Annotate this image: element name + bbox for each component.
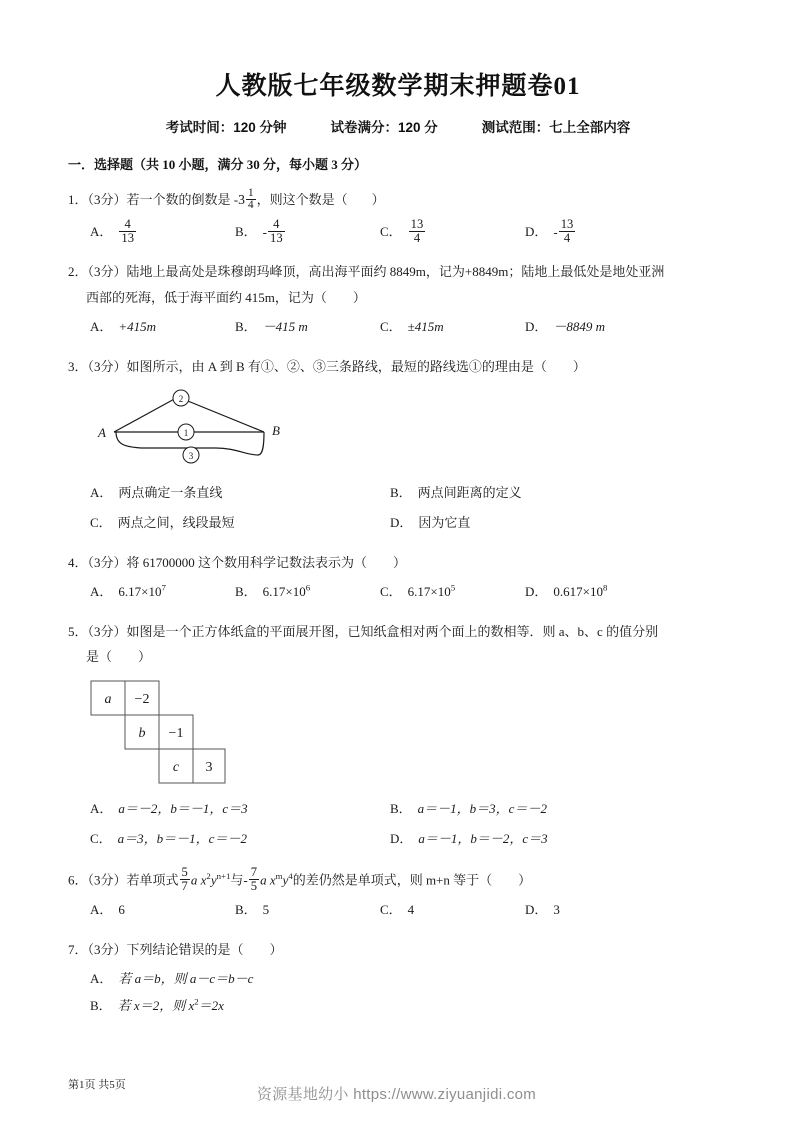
question-6-term1-exp1: 2 [206, 871, 211, 882]
option-label: C． [90, 514, 112, 530]
question-4-number: 4． [68, 554, 88, 570]
cube-label-minus2: −2 [134, 691, 150, 707]
option-text: a＝－1，b＝3，c＝－2 [417, 800, 547, 816]
question-6-options [90, 897, 728, 923]
question-3-options-row1 [90, 480, 728, 506]
option-denominator: 13 [121, 230, 134, 245]
question-6 [68, 866, 728, 923]
question-3-number: 3． [68, 358, 88, 374]
exam-meta-row [68, 116, 728, 136]
question-2-option-d[interactable] [525, 314, 670, 340]
question-6-option-c[interactable] [380, 897, 525, 923]
svg-text:1: 1 [183, 428, 189, 439]
question-3-option-a[interactable] [90, 480, 390, 506]
option-label: B． [235, 902, 257, 918]
question-7 [68, 937, 728, 1019]
option-label: B． [90, 998, 112, 1014]
option-denominator: 4 [409, 231, 426, 245]
question-5-text-line2: 是（ ） [86, 649, 152, 665]
option-sign: - [553, 224, 558, 240]
mixed-sign: - [233, 192, 239, 207]
svg-text:2: 2 [178, 394, 184, 405]
question-5-option-d[interactable] [390, 826, 690, 852]
option-label: A． [90, 224, 113, 240]
option-text: 两点确定一条直线 [118, 484, 223, 500]
option-label: B． [390, 484, 412, 500]
section-heading-choice: 一．选择题（共 10 小题，满分 30 分，每小题 3 分） [68, 157, 368, 172]
option-mantissa: 0.617×10 [553, 583, 603, 599]
point-b-label: B [272, 423, 280, 439]
option-text: a＝－2，b＝－1，c＝3 [118, 800, 248, 816]
option-label: D． [525, 224, 548, 240]
option-denominator: 4 [559, 231, 576, 245]
option-sign: - [262, 224, 268, 240]
option-label: B． [235, 224, 257, 240]
point-a-label: A [98, 425, 106, 441]
question-2-number: 2． [68, 264, 88, 280]
question-6-term1-var2: y [210, 872, 217, 888]
option-text: 3 [553, 902, 560, 918]
option-label: A． [90, 970, 113, 986]
exam-duration: 考试时间：120 分钟 [165, 120, 287, 135]
option-fraction [268, 218, 285, 245]
option-label: B． [390, 800, 412, 816]
question-5-options-row1 [90, 796, 728, 822]
option-text: 两点之间，线段最短 [117, 514, 235, 530]
option-text: a＝3，b＝－1，c＝－2 [117, 830, 247, 846]
option-text: －8849 m [553, 318, 606, 334]
question-6-term1-exp2: n+1 [216, 871, 231, 882]
question-3-option-d[interactable] [390, 510, 690, 536]
option-text: 5 [262, 902, 270, 918]
question-4-option-d[interactable] [525, 579, 670, 605]
option-label: C． [380, 902, 402, 918]
question-4-score: （3分） [87, 554, 127, 570]
question-1-options [90, 218, 728, 246]
option-text: 4 [407, 902, 415, 918]
question-5 [68, 619, 728, 852]
question-7-number: 7． [68, 942, 88, 958]
question-3-score: （3分） [87, 358, 127, 374]
option-label: A． [90, 902, 113, 918]
page-content [68, 0, 728, 1019]
exam-total-score: 试卷满分：120 分 [330, 120, 438, 135]
question-5-option-b[interactable] [390, 796, 690, 822]
question-1-text-b: ，则这个数是（ [256, 192, 348, 207]
option-exponent: 8 [602, 582, 608, 593]
question-6-coefficient-1 [180, 866, 190, 893]
question-3-option-b[interactable] [390, 480, 690, 506]
question-6-stem [68, 866, 728, 893]
cube-net-diagram [90, 680, 728, 792]
question-5-score: （3分） [87, 623, 127, 639]
question-2-option-c[interactable] [380, 314, 525, 340]
question-3 [68, 354, 728, 536]
question-1-stem [68, 187, 728, 214]
option-label: C． [380, 583, 402, 599]
question-6-text-c: 的差仍然是单项式，则 m+n 等于（ ） [292, 872, 532, 888]
option-text: 因为它直 [418, 514, 471, 530]
question-2 [68, 259, 728, 340]
option-text: 6 [118, 902, 125, 918]
option-text: －415 m [262, 318, 308, 334]
question-1-option-a[interactable] [90, 218, 235, 246]
option-exponent: 6 [305, 582, 311, 593]
question-5-option-c[interactable] [90, 826, 390, 852]
question-7-text: 下列结论错误的是（ ） [126, 942, 283, 958]
question-1-option-d[interactable] [525, 218, 670, 246]
question-6-term2-base: a x [260, 872, 276, 888]
question-2-text-line2: 西部的死海，低于海平面约 415m，记为（ ） [86, 289, 366, 305]
question-5-text-line1: 如图是一个正方体纸盒的平面展开图，已知纸盒相对两个面上的数相等．则 a、b、c 的值分别 [126, 623, 659, 639]
question-6-option-a[interactable] [90, 897, 235, 923]
question-3-option-c[interactable] [90, 510, 390, 536]
question-1 [68, 187, 728, 245]
option-text: 两点间距离的定义 [417, 484, 522, 500]
question-6-term2-exp2: 4 [288, 871, 293, 882]
option-fraction [409, 218, 426, 245]
question-4-options [90, 579, 728, 605]
mixed-whole: 3 [238, 192, 245, 207]
option-label: C． [380, 318, 402, 334]
question-4-text: 将 61700000 这个数用科学记数法表示为（ ） [126, 554, 407, 570]
option-label: A． [90, 800, 113, 816]
watermark-text: 资源基地幼小 https://www.ziyuanjidi.com [256, 1086, 537, 1103]
question-3-options-row2 [90, 510, 728, 536]
question-6-option-d[interactable] [525, 897, 670, 923]
option-fraction [119, 218, 136, 245]
question-2-stem [68, 259, 728, 310]
page-title: 人教版七年级数学期末押题卷01 [215, 73, 581, 100]
fraction-numerator: 5 [181, 864, 188, 879]
option-text: 若 a＝b，则 a－c＝b－c [118, 970, 254, 986]
mixed-denominator: 4 [247, 199, 254, 212]
option-fraction [559, 218, 576, 245]
option-label: D． [390, 514, 413, 530]
question-1-number: 1． [68, 192, 88, 207]
option-text-post: ＝2x [198, 998, 224, 1014]
cube-label-3: 3 [205, 759, 213, 775]
question-4-option-a[interactable] [90, 579, 235, 605]
question-7-options [90, 965, 728, 1020]
question-7-stem [68, 937, 728, 962]
question-5-option-a[interactable] [90, 796, 390, 822]
option-label: C． [380, 224, 402, 240]
fraction-denominator: 7 [181, 879, 188, 894]
fraction-numerator: 7 [250, 864, 258, 879]
question-6-term2-var2: y [282, 872, 289, 888]
question-7-score: （3分） [87, 942, 127, 958]
question-6-option-b[interactable] [235, 897, 380, 923]
question-6-coefficient-2 [249, 866, 259, 893]
option-label: B． [235, 583, 257, 599]
routes-diagram [86, 385, 728, 475]
option-numerator: 13 [560, 216, 574, 231]
question-1-option-c[interactable] [380, 218, 525, 246]
question-2-options [90, 314, 728, 340]
question-1-text-a: 若一个数的倒数是 [126, 192, 231, 207]
option-label: D． [525, 583, 548, 599]
question-2-option-b[interactable] [235, 314, 380, 340]
cube-label-a: a [104, 691, 112, 707]
mixed-numerator: 1 [247, 186, 254, 199]
svg-text:3: 3 [188, 451, 194, 462]
question-4-option-c[interactable] [380, 579, 525, 605]
question-4 [68, 550, 728, 605]
question-3-text: 如图所示，由 A 到 B 有①、②、③三条路线，最短的路线选①的理由是（ ） [126, 358, 586, 374]
mixed-fraction-part [246, 188, 256, 212]
option-mantissa: 6.17×10 [407, 583, 451, 599]
question-7-option-b[interactable] [90, 992, 728, 1019]
option-denominator: 13 [270, 230, 283, 245]
question-6-text-a: 若单项式 [126, 872, 179, 888]
question-6-term1-base: a x [190, 872, 207, 888]
question-1-score: （3分） [87, 192, 127, 207]
option-text: ±415m [407, 318, 444, 334]
option-label: B． [235, 318, 257, 334]
question-4-option-b[interactable] [235, 579, 380, 605]
option-mantissa: 6.17×10 [262, 583, 306, 599]
option-label: A． [90, 484, 113, 500]
question-1-option-b[interactable] [235, 218, 380, 246]
option-text: +415m [118, 318, 157, 334]
option-text-pre: 若 x＝2，则 x [117, 998, 195, 1014]
question-2-option-a[interactable] [90, 314, 235, 340]
option-numerator: 13 [410, 216, 424, 231]
cube-label-minus1: −1 [168, 725, 184, 741]
question-1-text-c: ） [371, 192, 385, 207]
question-6-score: （3分） [87, 872, 127, 888]
option-mantissa: 6.17×10 [118, 583, 162, 599]
question-7-option-a[interactable] [90, 965, 728, 992]
option-label: D． [525, 902, 548, 918]
option-exponent: 2 [194, 996, 199, 1007]
cube-label-b: b [138, 725, 146, 741]
page-number-footer: 第1页 共5页 [68, 1079, 126, 1091]
question-3-stem [68, 354, 728, 379]
option-label: A． [90, 318, 113, 334]
question-6-number: 6． [68, 872, 88, 888]
option-label: D． [390, 830, 413, 846]
question-5-options-row2 [90, 826, 728, 852]
option-label: A． [90, 583, 113, 599]
question-6-term2-exp1: m [275, 871, 283, 882]
question-2-text-line1: 陆地上最高处是珠穆朗玛峰顶，高出海平面约 8849m，记为+8849m；陆地上最低处是地处亚洲 [126, 264, 665, 280]
option-label: C． [90, 830, 112, 846]
option-exponent: 7 [161, 582, 166, 593]
fraction-denominator: 5 [250, 879, 258, 894]
question-6-text-b: 与 [230, 872, 244, 888]
question-5-number: 5． [68, 623, 88, 639]
option-numerator: 4 [124, 216, 131, 231]
option-numerator: 4 [273, 216, 280, 231]
question-4-stem [68, 550, 728, 575]
option-exponent: 5 [450, 582, 456, 593]
question-2-score: （3分） [87, 264, 127, 280]
option-text: a＝－1，b＝－2，c＝3 [418, 830, 548, 846]
exam-scope: 测试范围：七上全部内容 [481, 120, 631, 135]
option-label: D． [525, 318, 548, 334]
question-5-stem [68, 619, 728, 670]
question-1-mixed-fraction [234, 187, 257, 214]
question-6-coefficient-2-sign: - [243, 872, 248, 888]
cube-label-c: c [172, 759, 180, 775]
